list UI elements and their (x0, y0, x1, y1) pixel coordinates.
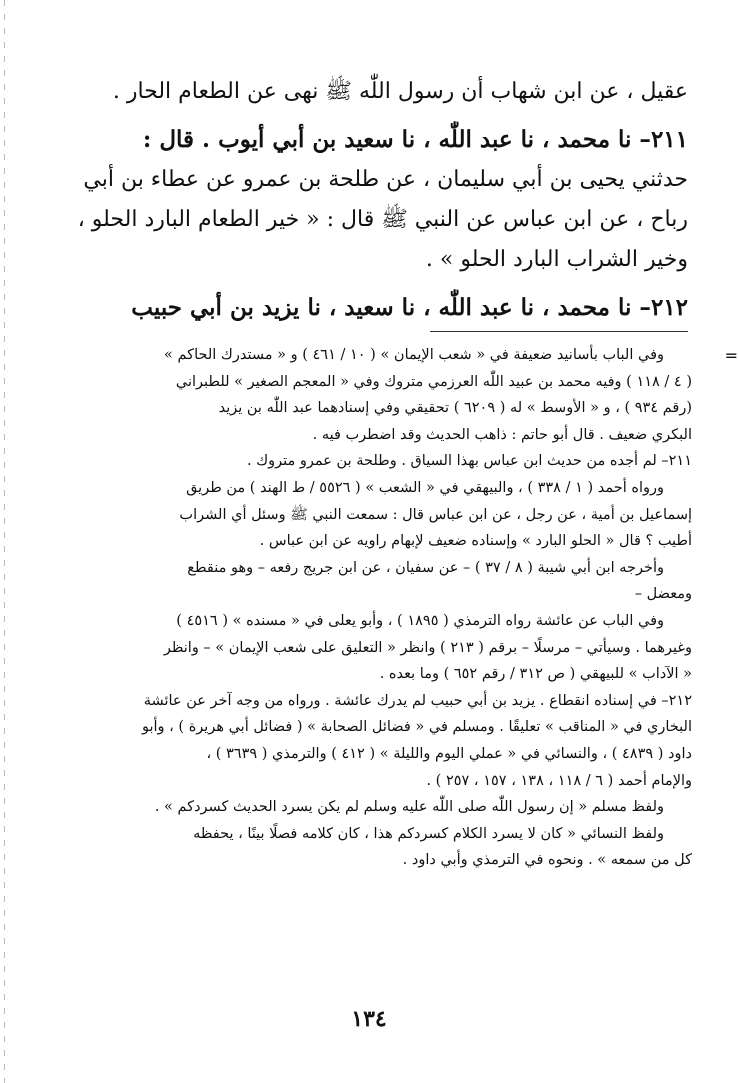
footnote-line: والإمام أحمد ( ٦ / ١١٨ ، ١٣٨ ، ١٥٧ ، ٢٥٧ ) . (426, 772, 692, 789)
main-line: وخير الشراب البارد الحلو » . (425, 247, 688, 272)
footnote-line: « الآداب » للبيهقي ( ص ٣١٢ / رقم ٦٥٢ ) وما بعده . (379, 666, 692, 683)
main-text (48, 72, 688, 328)
footnote-line: وأخرجه ابن أبي شيبة ( ٨ / ٣٧ ) – عن سفيان ، عن ابن جريج رفعه – وهو منقطع (187, 559, 664, 576)
scan-edge (4, 0, 5, 1083)
footnote-line: البكري ضعيف . قال أبو حاتم : ذاهب الحديث وقد اضطرب فيه . (312, 426, 692, 443)
footnote-line: ولفظ النسائي « كان لا يسرد الكلام كسردكم هذا ، كان كلامه فصلًا بينًا ، يحفظه (193, 825, 664, 842)
footnote-line: ومعضل – (634, 586, 692, 603)
continuation-mark: = (724, 346, 738, 365)
footnote-line: كل من سمعه » . ونحوه في الترمذي وأبي داود . (402, 852, 692, 869)
footnote-line: البخاري في « المناقب » تعليقًا . ومسلم في « فضائل الصحابة » ( فضائل أبي هريرة ) ، وأبو (141, 719, 692, 736)
footnote-line: (رقم ٩٣٤ ) ، و « الأوسط » له ( ٦٢٠٩ ) تحقيقي وفي إسنادهما عبد اللّٰه بن يزيد (218, 400, 692, 417)
main-line: عقيل ، عن ابن شهاب أن رسول اللّٰه ﷺ نهى عن الطعام الحار . (112, 79, 688, 104)
page-number: ١٣٤ (351, 1006, 387, 1032)
main-line: حدثني يحيى بن أبي سليمان ، عن طلحة بن عمرو عن عطاء بن أبي (83, 167, 688, 192)
footnote-line: إسماعيل بن أمية ، عن رجل ، عن ابن عباس قال : سمعت النبي ﷺ وسئل أي الشراب (179, 506, 692, 523)
main-line: رباح ، عن ابن عباس عن النبي ﷺ قال : « خير الطعام البارد الحلو ، (77, 207, 688, 232)
footnote-line: وفي الباب بأسانيد ضعيفة في « شعب الإيمان » ( ١٠ / ٤٦١ ) و « مستدرك الحاكم » (164, 347, 664, 363)
footnote-line: وفي الباب عن عائشة رواه الترمذي ( ١٨٩٥ ) ، وأبو يعلى في « مسنده » ( ٤٥١٦ ) (176, 612, 664, 629)
hadith-212-header: ٢١٢– نا محمد ، نا عبد اللّٰه ، نا سعيد ، نا يزيد بن أبي حبيب (131, 294, 688, 321)
footnote-212: ٢١٢– في إسناده انقطاع . يزيد بن أبي حبيب لم يدرك عائشة . ورواه من وجه آخر عن عائشة (143, 692, 692, 709)
footnote-line: ( ٤ / ١١٨ ) وفيه محمد بن عبيد اللّٰه العرزمي متروك وفي « المعجم الصغير » للطبراني (175, 373, 692, 390)
hadith-211-header: ٢١١– نا محمد ، نا عبد اللّٰه ، نا سعيد بن أبي أيوب . قال : (142, 126, 688, 153)
footnotes (40, 342, 692, 874)
footnote-line: أطيب ؟ قال « الحلو البارد » وإسناده ضعيف لإبهام راويه عن ابن عباس . (259, 533, 692, 550)
footnote-divider (430, 331, 688, 332)
footnote-line: داود ( ٤٨٣٩ ) ، والنسائي في « عملي اليوم والليلة » ( ٤١٢ ) والترمذي ( ٣٦٣٩ ) ، (206, 745, 692, 762)
footnote-line: ورواه أحمد ( ١ / ٣٣٨ ) ، والبيهقي في « الشعب » ( ٥٥٢٦ / ط الهند ) من طريق (186, 479, 664, 496)
footnote-211: ٢١١– لم أجده من حديث ابن عباس بهذا السياق . وطلحة بن عمرو متروك . (246, 453, 692, 470)
footnote-line: وغيرهما . وسيأتي – مرسلًا – برقم ( ٢١٣ ) وانظر « التعليق على شعب الإيمان » – وانظر (163, 639, 692, 656)
footnote-line: ولفظ مسلم « إن رسول اللّٰه صلى اللّٰه عليه وسلم لم يكن يسرد الحديث كسردكم » . (154, 799, 664, 816)
